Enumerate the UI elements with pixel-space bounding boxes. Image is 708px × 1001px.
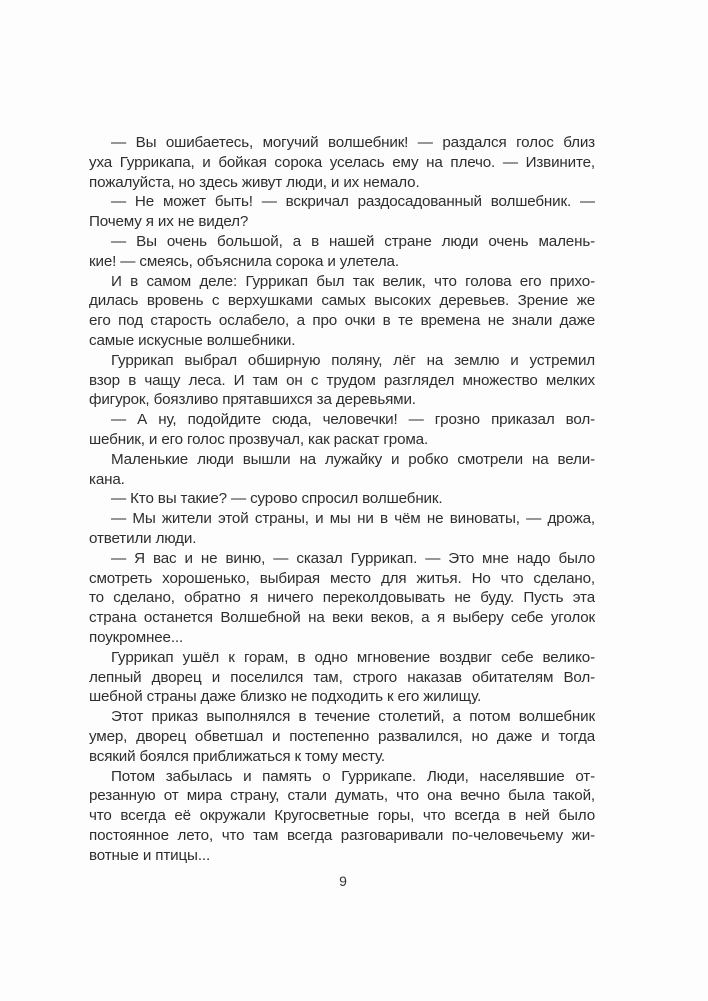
paragraph xyxy=(89,707,595,766)
paragraph xyxy=(89,489,595,509)
paragraph xyxy=(89,232,595,272)
paragraph xyxy=(89,767,595,866)
text-line: резанную от мира страну, стали думать, что она вечно была такой, xyxy=(89,787,595,805)
text-line: ответили люди. xyxy=(89,529,197,547)
text-line: умер, дворец обветшал и постепенно развалился, но даже и тогда xyxy=(89,727,595,745)
text-line: поукромнее... xyxy=(89,628,184,646)
text-line: дилась вровень с верхушками самых высоких деревьев. Зрение же xyxy=(89,292,595,310)
page-number: 9 xyxy=(339,873,347,889)
paragraph xyxy=(89,133,595,192)
text-line: — Я вас и не виню, — сказал Гуррикап. — Это мне надо было xyxy=(111,549,595,567)
text-line: взор в чащу леса. И там он с трудом разглядел множество мелких xyxy=(89,371,595,389)
text-line: Потом забылась и память о Гуррикапе. Люди, населявшие от- xyxy=(111,767,595,785)
paragraph xyxy=(89,410,595,450)
text-line: то сделано, обратно я ничего переколдовывать не буду. Пусть эта xyxy=(89,589,595,607)
text-line: Этот приказ выполнялся в течение столетий, а потом волшебник xyxy=(111,708,595,726)
text-line: пожалуйста, но здесь живут люди, и их немало. xyxy=(89,173,420,191)
text-line: шебник, и его голос прозвучал, как раскат грома. xyxy=(89,430,429,448)
text-line: его под старость ослабело, а про очки в те времена не знали даже xyxy=(89,312,595,330)
text-line: Гуррикап выбрал обширную поляну, лёг на землю и устремил xyxy=(111,351,595,369)
text-line: что всегда её окружали Кругосветные горы, что всегда в ней было xyxy=(89,807,595,825)
text-line: — Кто вы такие? — сурово спросил волшебник. xyxy=(111,490,443,508)
text-line: Гуррикап ушёл к горам, в одно мгновение воздвиг себе велико- xyxy=(111,648,595,666)
body-text xyxy=(89,133,595,865)
text-line: уха Гуррикапа, и бойкая сорока уселась ему на плечо. — Извините, xyxy=(89,153,595,171)
text-line: — А ну, подойдите сюда, человечки! — грозно приказал вол- xyxy=(111,411,595,429)
text-line: кие! — смеясь, объяснила сорока и улетела. xyxy=(89,252,399,270)
text-line: страна останется Волшебной на веки веков, а я выберу себе уголок xyxy=(89,609,595,627)
text-line: Маленькие люди вышли на лужайку и робко смотрели на вели- xyxy=(111,450,595,468)
text-line: — Мы жители этой страны, и мы ни в чём не виноваты, — дрожа, xyxy=(111,510,595,528)
text-line: постоянное лето, что там всегда разговаривали по-человечьему жи- xyxy=(89,826,595,844)
paragraph xyxy=(89,351,595,410)
text-line: фигурок, боязливо прятавшихся за деревьями. xyxy=(89,391,416,409)
text-line: И в самом деле: Гуррикап был так велик, что голова его прихо- xyxy=(111,272,595,290)
text-line: самые искусные волшебники. xyxy=(89,331,296,349)
text-line: — Вы ошибаетесь, могучий волшебник! — раздался голос близ xyxy=(111,134,595,151)
paragraph xyxy=(89,450,595,490)
text-line: всякий боялся приближаться к тому месту. xyxy=(89,747,385,765)
text-line: кана. xyxy=(89,470,125,488)
text-line: смотреть хорошенько, выбирая место для житья. Но что сделано, xyxy=(89,569,595,587)
text-line: вотные и птицы... xyxy=(89,846,211,864)
paragraph xyxy=(89,272,595,351)
paragraph xyxy=(89,509,595,549)
text-line: Почему я их не видел? xyxy=(89,213,249,231)
text-line: — Вы очень большой, а в нашей стране люди очень малень- xyxy=(111,232,595,250)
paragraph xyxy=(89,549,595,648)
text-line: — Не может быть! — вскричал раздосадованный волшебник. — xyxy=(111,193,595,211)
text-line: лепный дворец и поселился там, строго наказав обитателям Вол- xyxy=(89,668,595,686)
paragraph xyxy=(89,648,595,707)
text-line: шебной страны даже близко не подходить к его жилищу. xyxy=(89,688,482,706)
paragraph xyxy=(89,192,595,232)
